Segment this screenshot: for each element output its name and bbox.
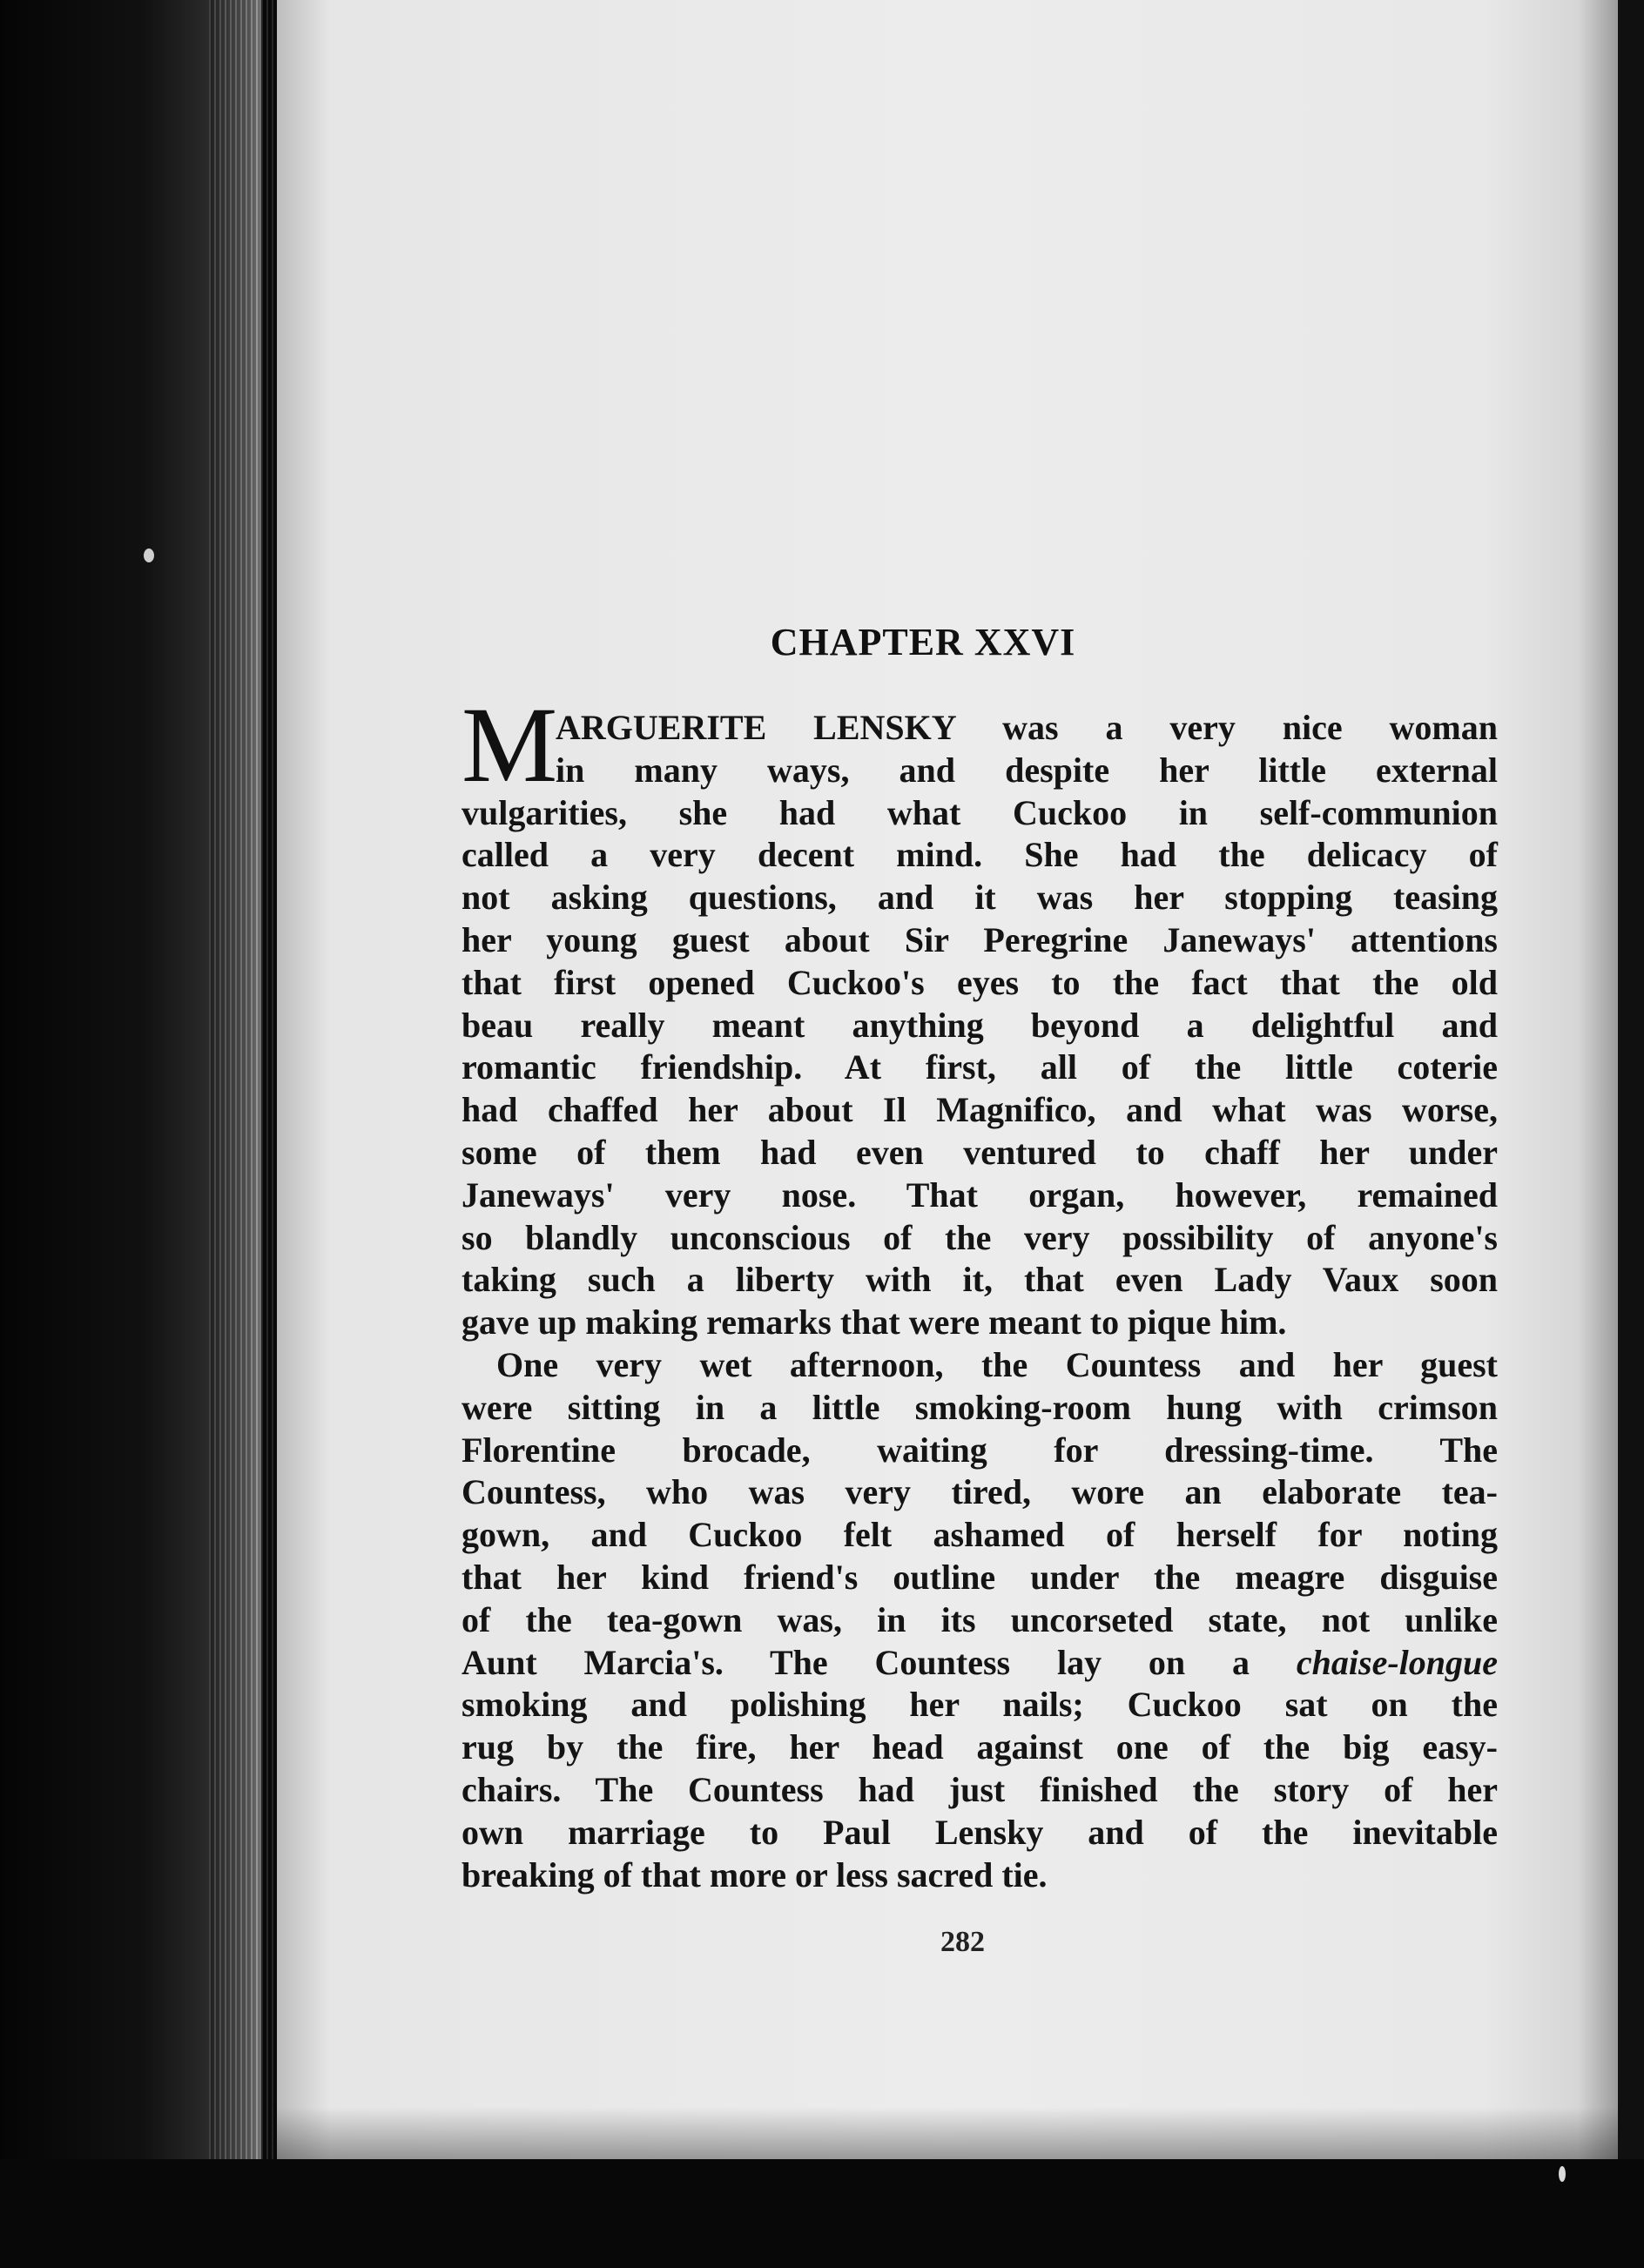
text-line: vulgarities, she had what Cuckoo in self-communion — [462, 792, 1498, 832]
text-line: that her kind friend's outline under the meagre disguise — [462, 1557, 1498, 1597]
text-line: rug by the fire, her head against one of the big easy- — [462, 1727, 1498, 1767]
text-line: romantic friendship. At first, all of the little coterie — [462, 1047, 1498, 1087]
text-line: smoking and polishing her nails; Cuckoo sat on the — [462, 1685, 1498, 1725]
dust-speck — [1559, 2166, 1566, 2182]
text-line: ARGUERITE LENSKY was a very nice woman — [556, 708, 1498, 747]
text-line: gave up making remarks that were meant to pique him. — [462, 1302, 1287, 1343]
dust-speck — [144, 548, 154, 562]
text-line: some of them had even ventured to chaff her under — [462, 1132, 1498, 1172]
bottom-border — [0, 2159, 1644, 2268]
body-text — [462, 707, 1498, 1896]
right-border — [1618, 0, 1644, 2268]
text-line: breaking of that more or less sacred tie. — [462, 1854, 1048, 1894]
text-line: of the tea-gown was, in its uncorseted state, not unlike — [462, 1599, 1498, 1639]
text-line: in many ways, and despite her little external — [556, 750, 1498, 790]
chapter-title: CHAPTER XXVI — [770, 621, 1076, 663]
text-line: had chaffed her about Il Magnifico, and what was worse, — [462, 1090, 1498, 1130]
text-line: taking such a liberty with it, that even Lady Vaux soon — [462, 1260, 1498, 1300]
text-line: so blandly unconscious of the very possibility of anyone's — [462, 1217, 1498, 1257]
text-line: her young guest about Sir Peregrine Janeways' attentions — [462, 919, 1498, 959]
text-line: not asking questions, and it was her stopping teasing — [462, 878, 1498, 918]
text-line: chairs. The Countess had just finished the story of her — [462, 1769, 1498, 1809]
text-line: One very wet afternoon, the Countess and her guest — [496, 1344, 1498, 1384]
drop-cap: M — [462, 685, 558, 804]
text-line — [462, 1642, 1498, 1685]
text-line: that first opened Cuckoo's eyes to the fact that the old — [462, 962, 1498, 1002]
text-line: called a very decent mind. She had the delicacy of — [462, 835, 1498, 875]
text-line: own marriage to Paul Lensky and of the inevitable — [462, 1812, 1498, 1852]
text-line: beau really meant anything beyond a delightful and — [462, 1005, 1498, 1045]
gutter-page-edges — [209, 0, 279, 2268]
italic-term: chaise-longue — [1296, 1642, 1499, 1682]
text-line: gown, and Cuckoo felt ashamed of herself for noting — [462, 1515, 1498, 1555]
page-shadow — [277, 2107, 1618, 2159]
text-line: Florentine brocade, waiting for dressing-time. The — [462, 1430, 1498, 1470]
text-line: Countess, who was very tired, wore an elaborate tea- — [462, 1472, 1498, 1512]
page-number: 282 — [940, 1926, 985, 1958]
text-line: Janeways' very nose. That organ, however, remained — [462, 1174, 1498, 1215]
text-line: were sitting in a little smoking-room hung with crimson — [462, 1387, 1498, 1427]
text-segment: Aunt Marcia's. The Countess lay on a — [462, 1642, 1250, 1682]
